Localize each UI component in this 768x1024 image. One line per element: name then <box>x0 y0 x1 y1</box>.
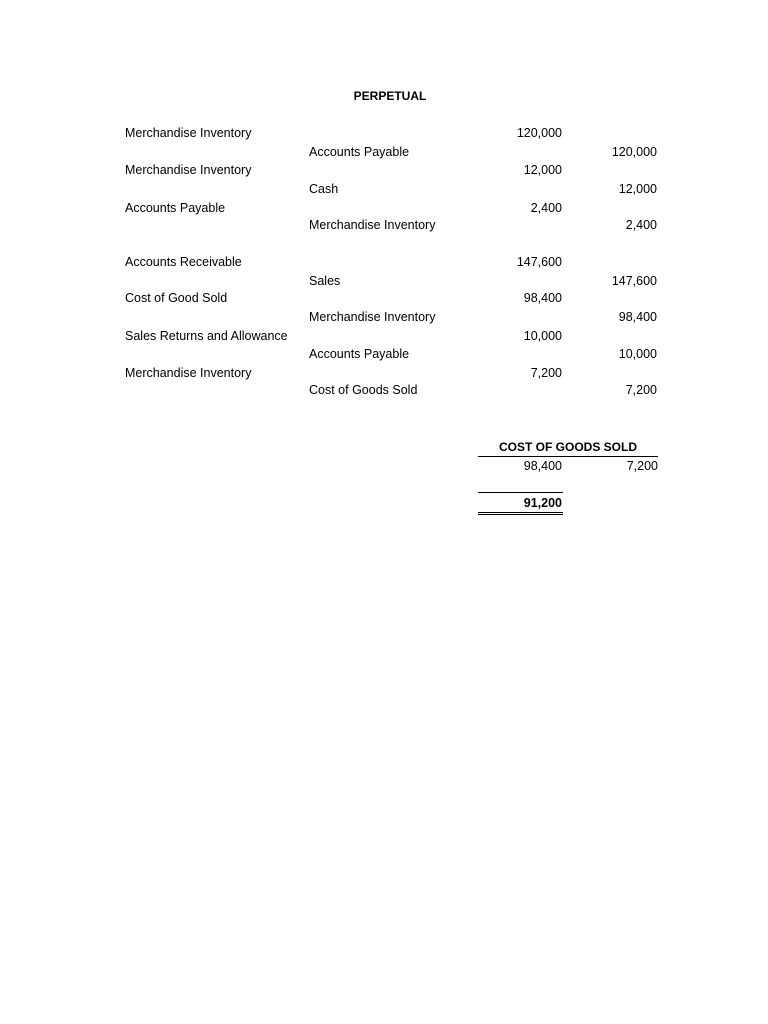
debit-account: Cost of Good Sold <box>125 291 228 305</box>
credit-account: Accounts Payable <box>309 347 410 361</box>
page-title: PERPETUAL <box>353 89 427 103</box>
t-account-balance: 91,200 <box>523 496 562 510</box>
debit-amount: 120,000 <box>516 126 562 140</box>
double-underline-bottom <box>478 514 563 515</box>
credit-amount: 120,000 <box>611 145 657 159</box>
journal-debit-line <box>0 124 768 142</box>
t-account-total-rule <box>478 492 563 493</box>
journal-credit-line <box>0 345 768 363</box>
debit-amount: 10,000 <box>523 329 562 343</box>
t-account-debit: 98,400 <box>523 459 562 473</box>
credit-account: Sales <box>309 274 341 288</box>
journal-credit-line <box>0 272 768 290</box>
journal-credit-line <box>0 308 768 326</box>
t-account-credit: 7,200 <box>626 459 658 473</box>
debit-amount: 7,200 <box>530 366 562 380</box>
credit-amount: 147,600 <box>611 274 657 288</box>
debit-account: Sales Returns and Allowance <box>125 329 288 343</box>
credit-account: Merchandise Inventory <box>309 310 436 324</box>
debit-amount: 12,000 <box>523 163 562 177</box>
credit-account: Cash <box>309 182 339 196</box>
debit-account: Accounts Payable <box>125 201 226 215</box>
journal-credit-line <box>0 143 768 161</box>
t-account-header-rule <box>478 456 658 457</box>
double-underline-top <box>478 512 563 513</box>
credit-amount: 98,400 <box>618 310 657 324</box>
journal-credit-line <box>0 381 768 399</box>
debit-amount: 147,600 <box>516 255 562 269</box>
debit-account: Accounts Receivable <box>125 255 242 269</box>
t-account-title: COST OF GOODS SOLD <box>498 440 637 454</box>
credit-amount: 2,400 <box>625 218 657 232</box>
journal-debit-line <box>0 161 768 179</box>
credit-account: Cost of Goods Sold <box>309 383 418 397</box>
journal-debit-line <box>0 199 768 217</box>
credit-account: Merchandise Inventory <box>309 218 436 232</box>
journal-credit-line <box>0 180 768 198</box>
debit-amount: 98,400 <box>523 291 562 305</box>
journal-credit-line <box>0 216 768 234</box>
credit-account: Accounts Payable <box>309 145 410 159</box>
credit-amount: 12,000 <box>618 182 657 196</box>
journal-debit-line <box>0 364 768 382</box>
debit-account: Merchandise Inventory <box>125 366 252 380</box>
debit-account: Merchandise Inventory <box>125 163 252 177</box>
credit-amount: 7,200 <box>625 383 657 397</box>
debit-account: Merchandise Inventory <box>125 126 252 140</box>
journal-debit-line <box>0 289 768 307</box>
journal-debit-line <box>0 327 768 345</box>
journal-debit-line <box>0 253 768 271</box>
credit-amount: 10,000 <box>618 347 657 361</box>
debit-amount: 2,400 <box>530 201 562 215</box>
